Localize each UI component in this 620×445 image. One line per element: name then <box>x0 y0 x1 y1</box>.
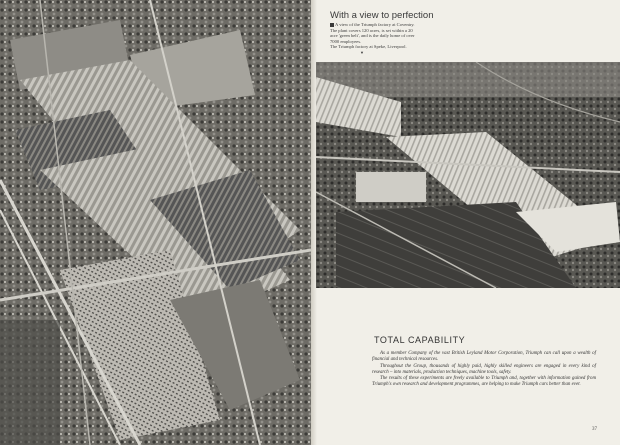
speke-aerial-photo <box>316 62 620 288</box>
body-text <box>372 351 596 389</box>
page-number: 37 <box>592 427 597 432</box>
caption-speke: The Triumph factory at Speke, Liverpool. <box>330 44 407 50</box>
paragraph: As a member Company of the vast British Leyland Motor Corporation, Triumph can call upon a wealth of financial and technical resources. <box>372 351 596 363</box>
paragraph: The results of these experiments are freely available to Triumph and, together with information gained from Triumph's own research and development programmes, are helping to make Triumph cars better than ever. <box>372 376 596 388</box>
caption-pointer-icon <box>330 23 334 27</box>
page-heading: With a view to perfection <box>330 10 434 21</box>
photo-caption <box>330 22 416 56</box>
aerial-factory-image <box>316 62 620 288</box>
section-title: TOTAL CAPABILITY <box>374 335 466 345</box>
paragraph: Throughout the Group, thousands of highly paid, highly skilled engineers are engaged in every kind of research – into materials, production techniques, machine tools, safety. <box>372 363 596 375</box>
down-arrow-icon: ▼ <box>360 49 364 55</box>
caption-coventry: A view of the Triumph factory at Coventry. The plant covers 120 acres, is set within a 20 acre 'green belt', and is the daily home of over 7000 employees. <box>330 22 415 44</box>
